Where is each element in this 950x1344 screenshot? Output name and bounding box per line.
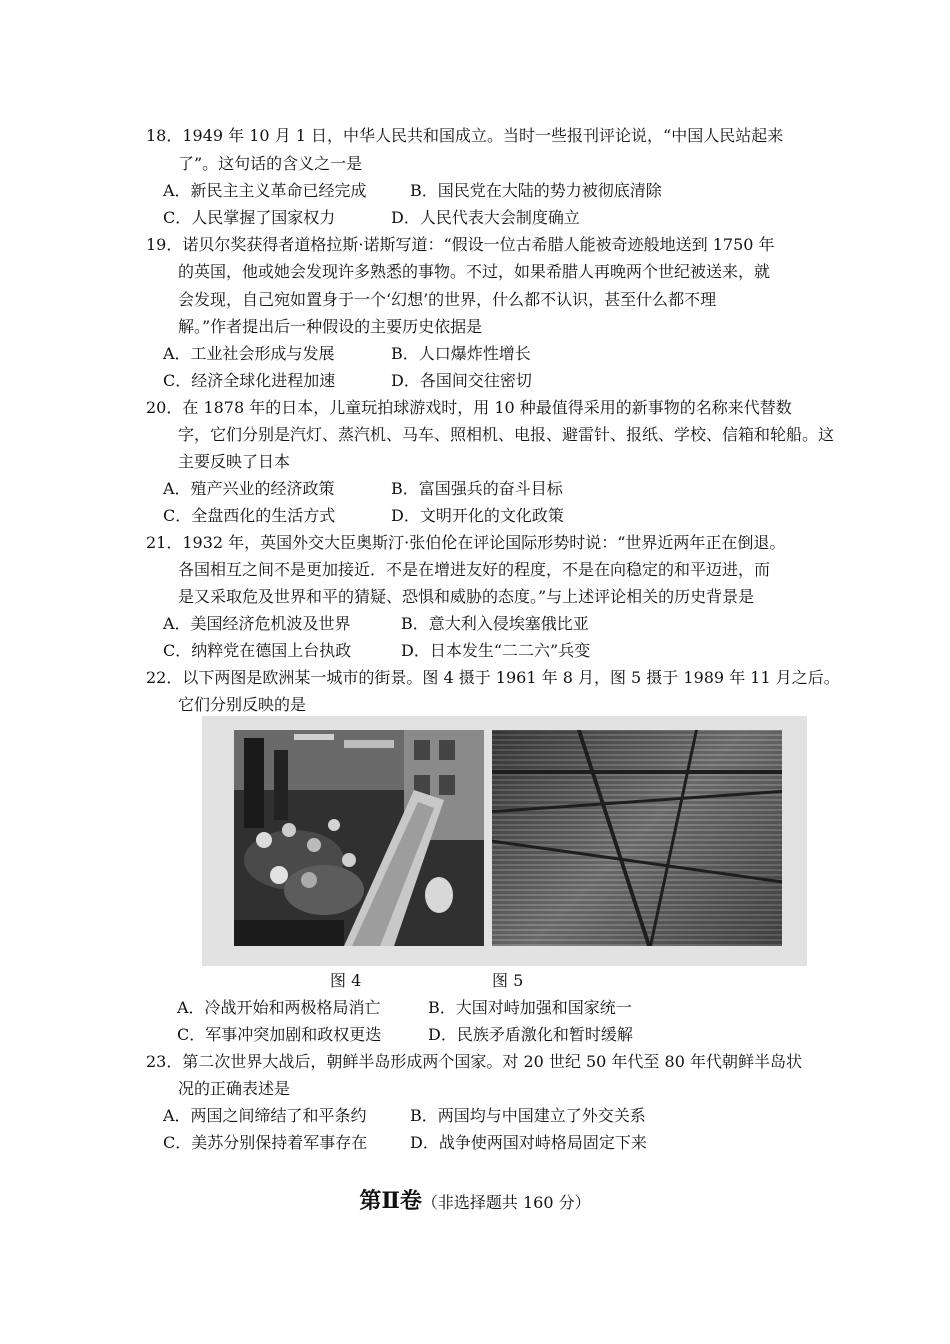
q19-stem-line-4: 解。”作者提出后一种假设的主要历史依据是 xyxy=(178,317,483,336)
q22-option-c: C．军事冲突加剧和政权更迭 xyxy=(177,1025,382,1044)
q21-stem-line-2: 各国相互之间不是更加接近．不是在增进友好的程度，不是在向稳定的和平迈进，而 xyxy=(178,560,771,579)
figure-4-photo xyxy=(234,730,484,946)
q19-stem-line-3: 会发现，自己宛如置身于一个‘幻想’的世界，什么都不认识，甚至什么都不理 xyxy=(178,290,717,309)
section-heading xyxy=(0,1184,950,1215)
q21-option-d: D．日本发生“二二六”兵变 xyxy=(401,641,591,660)
q23-option-b: B．两国均与中国建立了外交关系 xyxy=(410,1106,646,1125)
q21-stem-line-1: 21．1932 年，英国外交大臣奥斯汀·张伯伦在评论国际形势时说：“世界近两年正在倒退。 xyxy=(146,533,786,552)
q20-stem-line-2: 字，它们分别是汽灯、蒸汽机、马车、照相机、电报、避雷针、报纸、学校、信箱和轮船。这 xyxy=(178,425,835,444)
q18-stem-line-1: 18．1949 年 10 月 1 日，中华人民共和国成立。当时一些报刊评论说，“中国人民站起来 xyxy=(146,126,784,145)
q19-option-b: B．人口爆炸性增长 xyxy=(391,344,531,363)
q19-stem-line-1: 19．诺贝尔奖获得者道格拉斯·诺斯写道：“假设一位古希腊人能被奇迹般地送到 1750 年 xyxy=(146,235,775,254)
q19-option-d: D．各国间交往密切 xyxy=(391,371,532,390)
q18-option-a: A．新民主主义革命已经完成 xyxy=(163,181,367,200)
q23-option-d: D．战争使两国对峙格局固定下来 xyxy=(410,1133,647,1152)
q20-option-b: B．富国强兵的奋斗目标 xyxy=(391,479,563,498)
q20-option-a: A．殖产兴业的经济政策 xyxy=(163,479,335,498)
q23-stem-line-1: 23．第二次世界大战后，朝鲜半岛形成两个国家。对 20 世纪 50 年代至 80 年代朝鲜半岛状 xyxy=(146,1052,802,1071)
q18-option-d: D．人民代表大会制度确立 xyxy=(391,208,580,227)
q23-stem-line-2: 况的正确表述是 xyxy=(178,1079,291,1098)
q21-option-c: C．纳粹党在德国上台执政 xyxy=(163,641,352,660)
q19-option-c: C．经济全球化进程加速 xyxy=(163,371,336,390)
figure-5-photo xyxy=(492,730,782,946)
figure-5-caption: 图 5 xyxy=(492,971,524,990)
q22-stem-line-1: 22．以下两图是欧洲某一城市的街景。图 4 摄于 1961 年 8 月，图 5 摄于 1989 年 11 月之后。 xyxy=(146,668,840,687)
q18-option-c: C．人民掌握了国家权力 xyxy=(163,208,336,227)
q22-option-d: D．民族矛盾激化和暂时缓解 xyxy=(428,1025,633,1044)
q19-option-a: A．工业社会形成与发展 xyxy=(163,344,335,363)
q20-option-d: D．文明开化的文化政策 xyxy=(391,506,564,525)
q21-option-a: A．美国经济危机波及世界 xyxy=(163,614,351,633)
q21-stem-line-3: 是又采取危及世界和平的猜疑、恐惧和威胁的态度。”与上述评论相关的历史背景是 xyxy=(178,587,755,606)
figure-4-caption: 图 4 xyxy=(330,971,362,990)
q20-stem-line-3: 主要反映了日本 xyxy=(178,452,291,471)
figure-panel xyxy=(202,716,807,966)
q22-option-b: B．大国对峙加强和国家统一 xyxy=(428,998,632,1017)
section-title: 第Ⅱ卷 xyxy=(359,1188,422,1214)
q18-stem-line-2: 了”。这句话的含义之一是 xyxy=(178,154,363,173)
q20-option-c: C．全盘西化的生活方式 xyxy=(163,506,336,525)
q21-option-b: B．意大利入侵埃塞俄比亚 xyxy=(401,614,589,633)
figure-4-illustration xyxy=(234,730,484,946)
q23-option-a: A．两国之间缔结了和平条约 xyxy=(163,1106,367,1125)
q22-option-a: A．冷战开始和两极格局消亡 xyxy=(177,998,381,1017)
section-subtitle: （非选择题共 160 分） xyxy=(421,1193,591,1212)
q23-option-c: C．美苏分别保持着军事存在 xyxy=(163,1133,368,1152)
q19-stem-line-2: 的英国，他或她会发现许多熟悉的事物。不过，如果希腊人再晚两个世纪被送来，就 xyxy=(178,262,771,281)
q18-option-b: B．国民党在大陆的势力被彻底清除 xyxy=(410,181,662,200)
q22-stem-line-2: 它们分别反映的是 xyxy=(178,695,307,714)
q20-stem-line-1: 20．在 1878 年的日本，儿童玩拍球游戏时，用 10 种最值得采用的新事物的名称来代替数 xyxy=(146,398,792,417)
